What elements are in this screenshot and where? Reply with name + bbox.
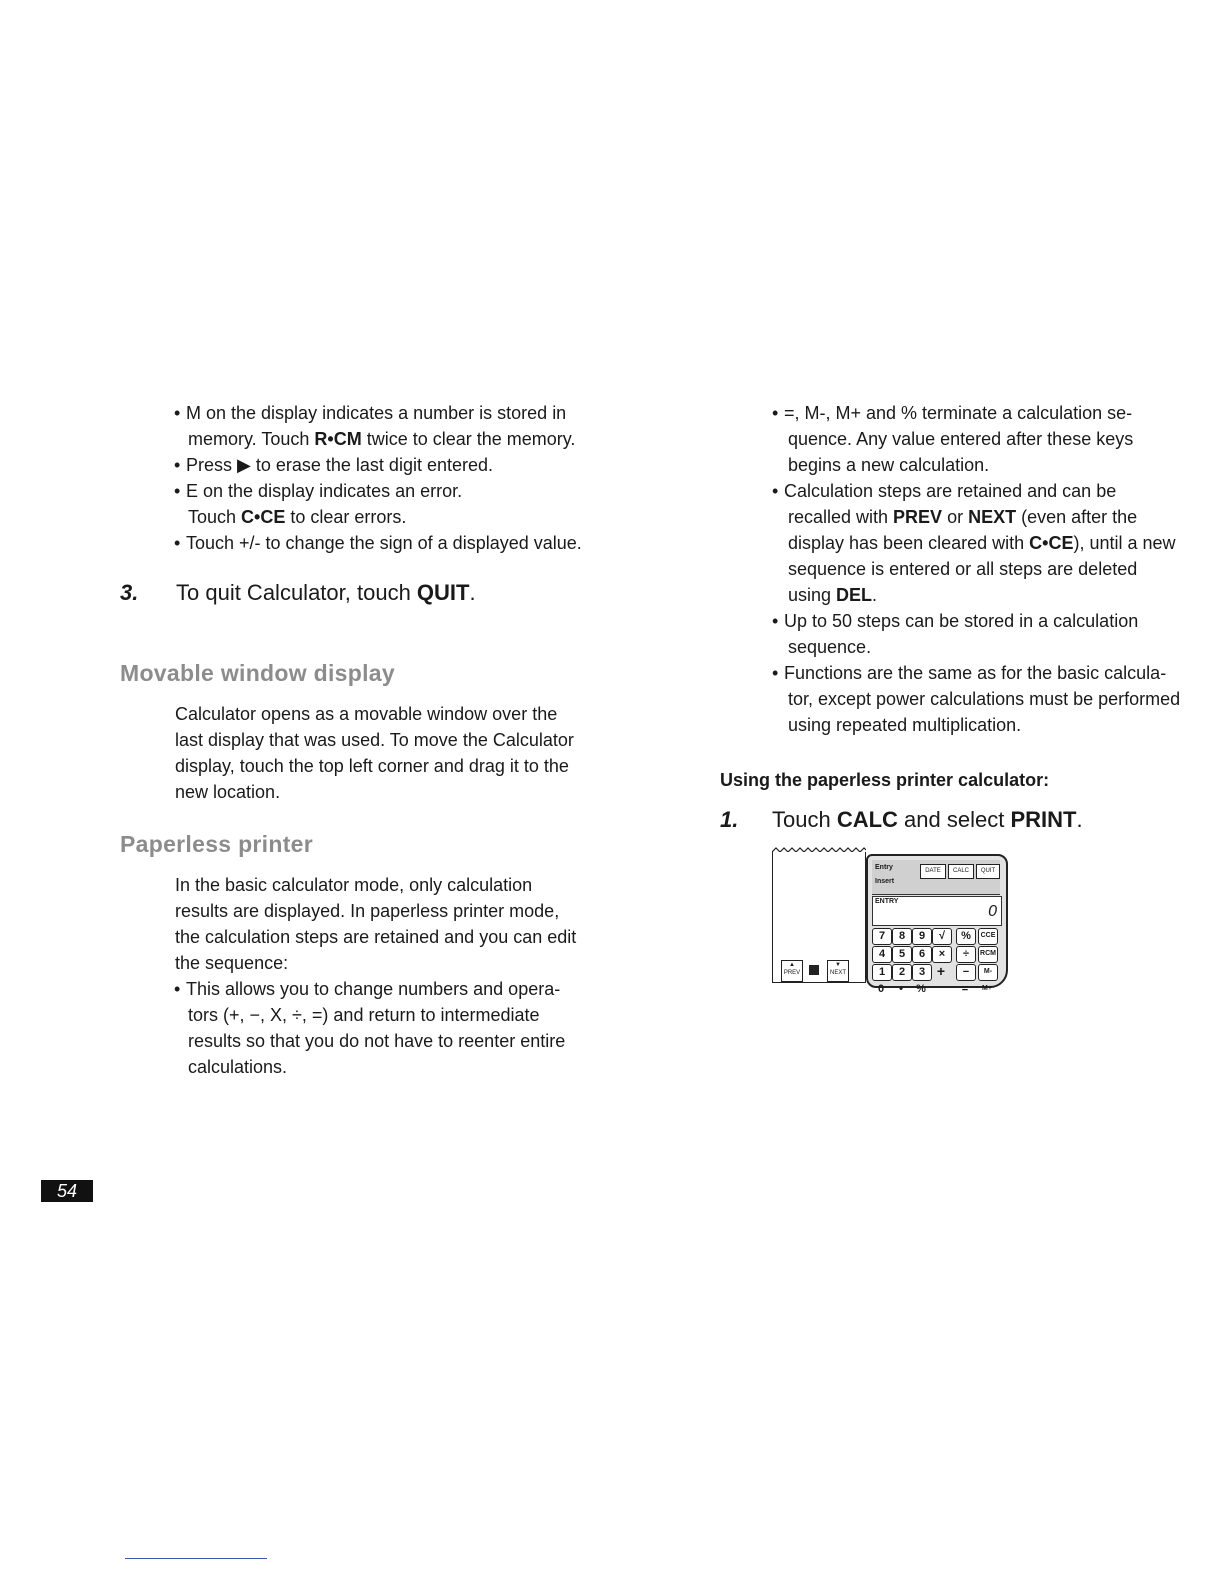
movable-line-4: new location. [175, 782, 281, 802]
key-9[interactable]: 9 [912, 928, 932, 945]
page-number: 54 [41, 1180, 93, 1202]
step-number: 3. [120, 580, 139, 605]
bullet-retained-cont-1: recalled with PREV or NEXT (even after the [788, 507, 1138, 527]
bullet-allows-cont-3: calculations. [188, 1057, 288, 1077]
key-sqrt[interactable]: √ [932, 928, 952, 945]
heading-paperless-printer: Paperless printer [120, 831, 314, 857]
key-m-minus[interactable]: M- [978, 964, 998, 981]
bullet-memory: • M on the display indicates a number is stored in [174, 403, 567, 423]
tape-slider-icon [809, 965, 819, 975]
key-1[interactable]: 1 [872, 964, 892, 981]
key-minus[interactable]: − [956, 964, 976, 981]
heading-movable-window: Movable window display [120, 660, 395, 686]
key-6[interactable]: 6 [912, 946, 932, 963]
chevron-down-icon: ▼ [835, 962, 841, 968]
bullet-functions: • Functions are the same as for the basic calcula- [772, 663, 1167, 683]
paperless-line-4: the sequence: [175, 953, 289, 973]
key-percent[interactable]: % [956, 928, 976, 945]
bullet-terminate: • =, M-, M+ and % terminate a calculation se- [772, 403, 1133, 423]
chevron-up-icon: ▲ [789, 962, 795, 968]
calculator-top-bar [872, 860, 1000, 895]
right-column [720, 400, 1220, 835]
calculator-display [872, 896, 1002, 926]
bullet-retained-cont-4: using DEL. [788, 585, 878, 605]
prev-button[interactable]: ▲ PREV [781, 960, 803, 982]
step-number: 1. [720, 807, 739, 832]
left-column [120, 400, 620, 1080]
bullet-retained: • Calculation steps are retained and can be [772, 481, 1117, 501]
bullet-50-steps-cont: sequence. [788, 637, 872, 657]
entry-label: ENTRY [875, 898, 899, 905]
key-2[interactable]: 2 [892, 964, 912, 981]
date-button[interactable]: DATE [920, 864, 946, 879]
movable-line-2: last display that was used. To move the Calculator [175, 730, 574, 750]
bullet-allows-change: • This allows you to change numbers and opera- [174, 979, 561, 999]
bullet-memory-cont: memory. Touch R•CM twice to clear the memory. [188, 429, 576, 449]
bullet-allows-cont-2: results so that you do not have to reenter entire [188, 1031, 566, 1051]
subhead-using-paperless: Using the paperless printer calculator: [720, 770, 1050, 790]
bullet-terminate-cont-1: quence. Any value entered after these keys [788, 429, 1134, 449]
display-value: 0 [988, 903, 997, 920]
insert-toggle[interactable]: Insert [875, 878, 895, 885]
entry-toggle[interactable]: Entry [875, 864, 893, 871]
movable-line-3: display, touch the top left corner and drag it to the [175, 756, 569, 776]
step-1: 1. Touch CALC and select PRINT. [720, 805, 1220, 835]
footer-rule [125, 1558, 267, 1559]
bullet-press-erase: • Press ▶ to erase the last digit entered. [174, 455, 494, 475]
bullet-retained-cont-3: sequence is entered or all steps are deleted [788, 559, 1138, 579]
bullet-functions-cont-1: tor, except power calculations must be performed [788, 689, 1181, 709]
key-7[interactable]: 7 [872, 928, 892, 945]
calculator-illustration [772, 846, 1006, 995]
step-3: 3. To quit Calculator, touch QUIT. [120, 578, 620, 608]
key-8[interactable]: 8 [892, 928, 912, 945]
calc-button[interactable]: CALC [948, 864, 974, 879]
key-rcm[interactable]: RCM [978, 946, 998, 963]
bullet-retained-cont-2: display has been cleared with C•CE), until a new [788, 533, 1176, 553]
key-cce[interactable]: CCE [978, 928, 998, 945]
key-multiply[interactable]: × [932, 946, 952, 963]
paper-tape [772, 852, 866, 983]
key-4[interactable]: 4 [872, 946, 892, 963]
bullet-sign: • Touch +/- to change the sign of a displayed value. [174, 533, 582, 553]
next-button[interactable]: ▼ NEXT [827, 960, 849, 982]
bullet-functions-cont-2: using repeated multiplication. [788, 715, 1022, 735]
key-divide[interactable]: ÷ [956, 946, 976, 963]
bullet-allows-cont-1: tors (+, −, X, ÷, =) and return to intermediate [188, 1005, 540, 1025]
bullet-terminate-cont-2: begins a new calculation. [788, 455, 990, 475]
bullet-error: • E on the display indicates an error. [174, 481, 463, 501]
key-5[interactable]: 5 [892, 946, 912, 963]
bullet-50-steps: • Up to 50 steps can be stored in a calculation [772, 611, 1139, 631]
bullet-error-cont: Touch C•CE to clear errors. [188, 507, 407, 527]
calculator-device: Entry Insert DATE CALC QUIT ENTRY 0 7 8 9 √ % CCE 4 5 6 × ÷ RCM 1 2 3 + − M- 0 • % = M+ [866, 854, 1008, 988]
paperless-line-2: results are displayed. In paperless printer mode, [175, 901, 560, 921]
paperless-line-3: the calculation steps are retained and you can edit [175, 927, 577, 947]
paperless-line-1: In the basic calculator mode, only calculation [175, 875, 533, 895]
key-plus[interactable]: + [936, 963, 946, 979]
movable-line-1: Calculator opens as a movable window over the [175, 704, 558, 724]
quit-button[interactable]: QUIT [976, 864, 1000, 879]
key-3[interactable]: 3 [912, 964, 932, 981]
